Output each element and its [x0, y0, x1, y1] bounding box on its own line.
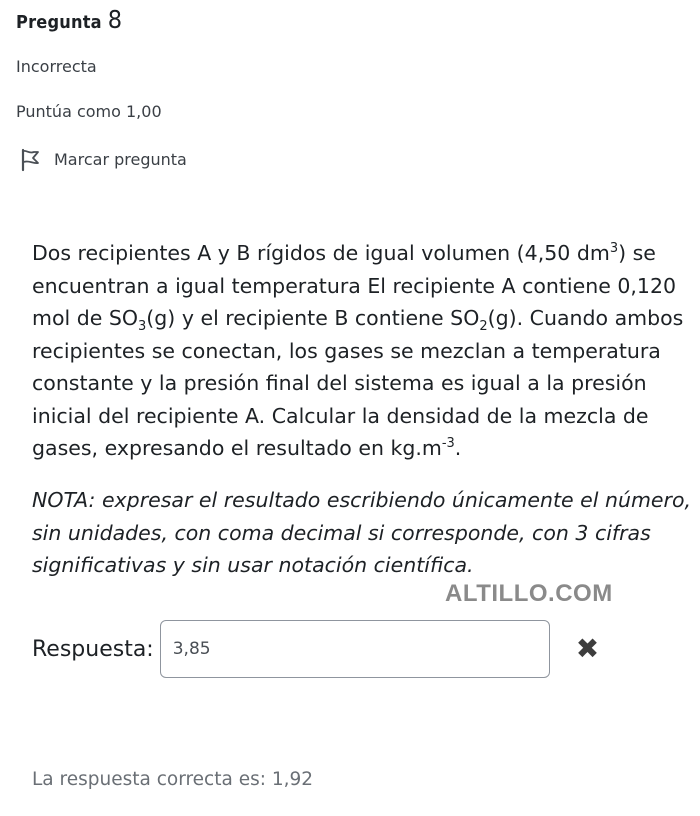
question-text-part: Dos recipientes A y B rígidos de igual volumen (4,50 dm — [32, 241, 610, 265]
question-note: NOTA: expresar el resultado escribiendo únicamente el número, sin unidades, con coma decimal si corresponde, con 3 cifras significativas y sin usar notación científica. — [32, 488, 692, 577]
question-text-part: (g). Cuando ambos recipientes se conectan, los gases se mezclan a temperatura constante y la presión final del sistema es igual a la presión inicial del recipiente A. Calcular la densidad de la mezcla de gases, expresando el resultado en kg.m — [32, 306, 684, 460]
close-x-icon: ✖ — [575, 632, 600, 665]
subscript: 3 — [138, 319, 147, 335]
flag-icon — [18, 148, 42, 172]
question-grade: Puntúa como 1,00 — [16, 102, 162, 121]
question-text-part: (g) y el recipiente B contiene SO — [146, 306, 480, 330]
question-number: 8 — [107, 5, 123, 34]
watermark: ALTILLO.COM — [445, 580, 613, 607]
superscript: -3 — [441, 436, 455, 452]
subscript: 2 — [479, 319, 488, 335]
answer-row — [32, 620, 599, 678]
question-title — [16, 6, 336, 37]
question-label: Pregunta — [16, 12, 102, 33]
question-state: Incorrecta — [16, 57, 97, 76]
question-info-panel — [16, 6, 336, 172]
superscript: 3 — [609, 241, 619, 257]
question-text-part: ) se encuentran a igual temperatura El recipiente A contiene 0,120 mol de SO — [32, 241, 677, 330]
answer-label: Respuesta: — [32, 636, 154, 662]
flag-question-link[interactable] — [16, 148, 336, 172]
question-text-part: . — [454, 436, 462, 460]
right-answer-feedback: La respuesta correcta es: 1,92 — [32, 769, 314, 790]
answer-input[interactable] — [160, 620, 550, 678]
flag-question-label: Marcar pregunta — [54, 150, 187, 169]
question-text — [32, 237, 694, 465]
